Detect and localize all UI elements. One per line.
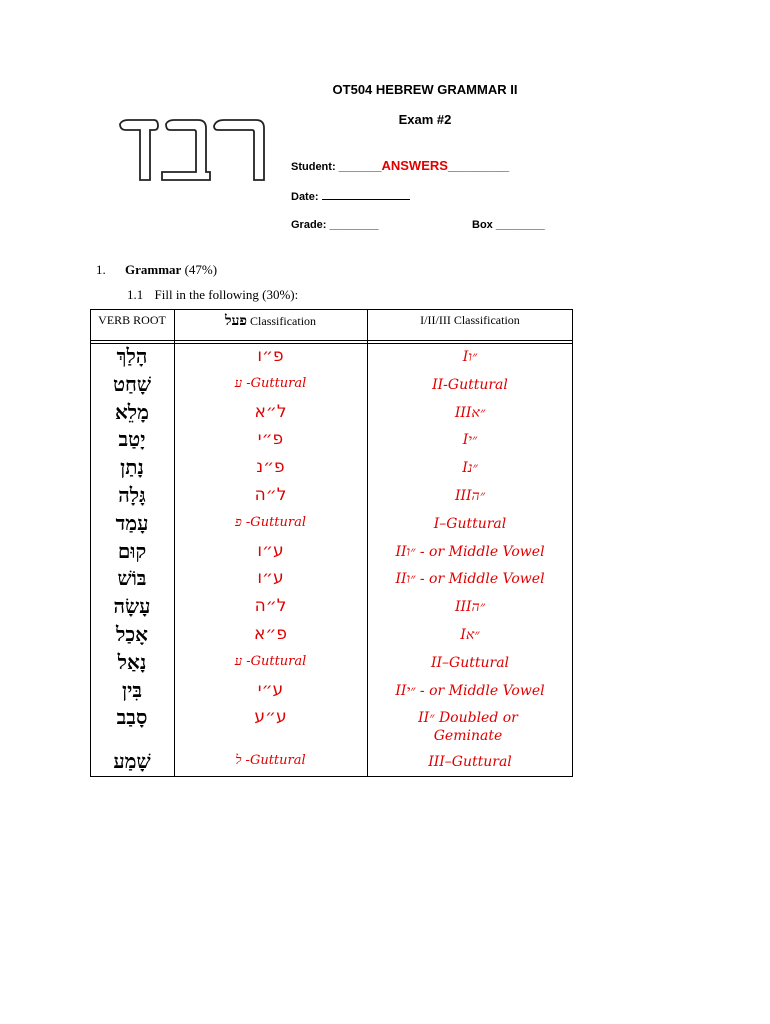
table-row — [90, 593, 573, 621]
qal-classification: ע״י — [257, 679, 284, 700]
roman-classification: II״ו - or Middle Vowel — [395, 543, 545, 560]
qal-classification: ל״ה — [254, 484, 287, 505]
table-row — [90, 677, 573, 705]
qal-classification: ל״ה — [254, 596, 287, 617]
verb-root: בִּין — [122, 677, 142, 702]
exam-title: OT504 HEBREW GRAMMAR II — [332, 82, 518, 97]
col-header-root: VERB ROOT — [98, 313, 166, 327]
table-row — [90, 621, 573, 649]
qal-classification: ל -Guttural — [235, 753, 306, 769]
table-row — [90, 371, 573, 399]
subsection-number: 1.1 — [127, 287, 144, 302]
roman-classification: I–Guttural — [433, 515, 507, 532]
section-percent: (47%) — [184, 262, 218, 277]
table-row — [90, 343, 573, 371]
qal-classification: ע״ע — [254, 707, 287, 728]
date-field[interactable] — [291, 189, 410, 203]
verb-root: עָשָׂה — [113, 594, 151, 619]
verb-root: יָטַב — [118, 427, 146, 452]
section-number: 1. — [96, 262, 106, 277]
qal-classification: פ״נ — [256, 457, 285, 478]
verb-root: אָכַל — [116, 621, 148, 646]
roman-classification: I״ו — [462, 349, 478, 365]
box-field[interactable]: Box ________ — [472, 219, 545, 231]
verb-root: עָמַד — [115, 510, 149, 535]
student-field[interactable] — [291, 158, 509, 173]
roman-classification: II״ Doubled or Geminate — [418, 710, 518, 745]
qal-classification: ע״ו — [257, 540, 284, 561]
student-answer: ANSWERS — [381, 158, 448, 173]
roman-classification: II-Guttural — [432, 376, 508, 393]
qal-classification: ע -Guttural — [234, 653, 307, 669]
qal-classification: פ״ו — [257, 346, 284, 366]
exam-number: Exam #2 — [398, 112, 452, 127]
student-label: Student: _______ — [291, 161, 382, 173]
subsection-text: Fill in the following (30%): — [154, 287, 299, 302]
verb-root: גָּלָה — [118, 482, 146, 507]
verb-root: סָבַב — [116, 705, 148, 730]
verb-root: שָׁמַע — [113, 749, 151, 774]
student-underline: __________ — [447, 161, 510, 173]
col-header-qal — [174, 314, 367, 330]
qal-classification: פ״א — [254, 623, 287, 644]
verb-root: נָתַן — [120, 455, 144, 480]
table-body — [90, 343, 573, 776]
roman-classification: I״נ — [462, 460, 478, 477]
verb-root: קוּם — [117, 538, 147, 563]
qal-classification: ע״ו — [257, 568, 284, 589]
verb-root: נָאַל — [117, 649, 147, 674]
dabar-logo — [110, 108, 270, 188]
col-header-qal-hebrew: פעל — [224, 314, 248, 329]
grade-field[interactable]: Grade: ________ — [291, 219, 379, 231]
col-header-roman: I/II/III Classification — [420, 313, 520, 327]
table-row — [90, 649, 573, 677]
section-heading — [96, 262, 217, 278]
table-row — [90, 399, 573, 427]
roman-classification: III״ה — [454, 599, 486, 616]
qal-classification: ע -Guttural — [234, 375, 307, 391]
subsection-heading — [127, 287, 298, 303]
roman-classification: II״ו - or Middle Vowel — [395, 571, 545, 588]
qal-classification: פ -Guttural — [234, 514, 307, 530]
roman-classification: II״י - or Middle Vowel — [395, 682, 545, 699]
table-row — [90, 510, 573, 538]
roman-classification: I״י — [462, 432, 478, 449]
table-row — [90, 565, 573, 593]
date-line — [322, 189, 410, 200]
table-row — [90, 748, 573, 776]
qal-classification: ל״א — [254, 401, 287, 422]
table-row — [90, 482, 573, 510]
table-row — [90, 454, 573, 482]
verb-root: שָׁחַט — [112, 371, 152, 396]
roman-classification: I״א — [460, 626, 480, 643]
qal-classification: פ״י — [257, 429, 284, 450]
date-label: Date: — [291, 191, 319, 203]
table-row — [90, 426, 573, 454]
roman-classification: II–Guttural — [430, 654, 510, 671]
roman-classification: III–Guttural — [428, 754, 512, 771]
roman-classification: III״א — [454, 404, 486, 421]
logo-text: דבר — [110, 108, 112, 109]
col-header-qal-label: Classification — [250, 314, 317, 328]
verb-root: מָלֵא — [114, 399, 150, 424]
roman-classification: III״ה — [454, 487, 486, 504]
section-title: Grammar — [125, 262, 182, 277]
table-row — [90, 538, 573, 566]
table-row — [90, 704, 573, 748]
verb-root: בּוֹשׁ — [117, 566, 147, 591]
verb-root: הָלַךְ — [116, 344, 148, 368]
